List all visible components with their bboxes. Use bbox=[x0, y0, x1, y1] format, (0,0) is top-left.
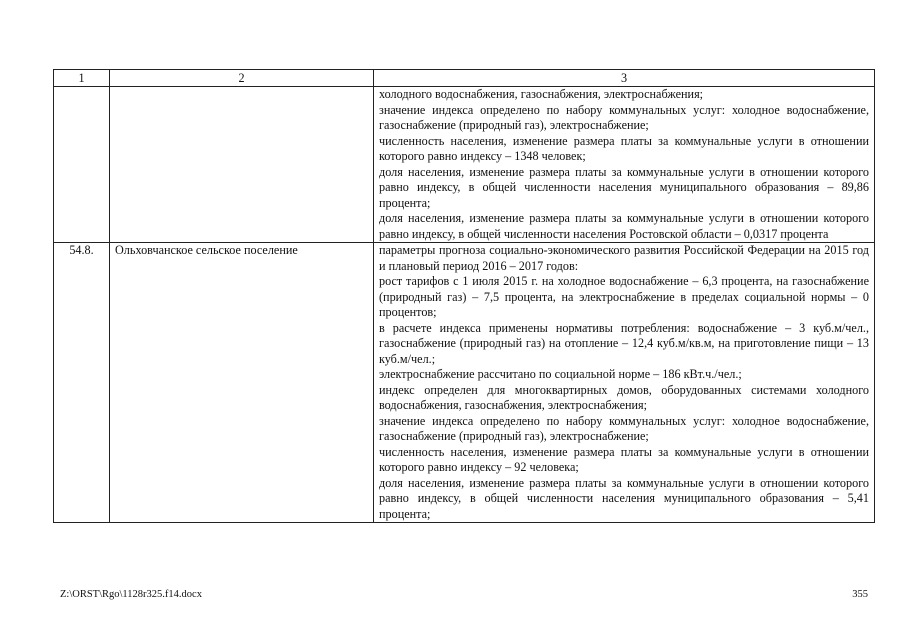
parameter-text: в расчете индекса применены нормативы потребления: водоснабжение – 3 куб.м/чел., газоснабжение (природный газ) на отопление – 12,4 куб.м/кв.м, на приготовление пищи – 13 куб.м/чел.; bbox=[379, 320, 869, 366]
parameter-text: численность населения, изменение размера платы за коммунальные услуги в отношении которого равно индексу – 1348 человек; bbox=[379, 133, 869, 163]
column-header-3: 3 bbox=[374, 70, 875, 87]
column-header-2: 2 bbox=[110, 70, 374, 87]
file-path-footer: Z:\ORST\Rgo\1128r325.f14.docx bbox=[60, 589, 202, 600]
parameters-cell bbox=[374, 243, 875, 523]
row-number: 54.8. bbox=[54, 243, 110, 523]
parameter-text: доля населения, изменение размера платы за коммунальные услуги в отношении которого равно индексу, в общей численности населения муниципального образования – 89,86 процента; bbox=[379, 164, 869, 210]
document-table bbox=[53, 69, 875, 523]
parameter-text: значение индекса определено по набору коммунальных услуг: холодное водоснабжение, газоснабжение (природный газ), электроснабжение; bbox=[379, 102, 869, 132]
settlement-name bbox=[110, 87, 374, 243]
settlement-name: Ольховчанское сельское поселение bbox=[110, 243, 374, 523]
table-row bbox=[54, 87, 875, 243]
parameter-text: параметры прогноза социально-экономического развития Российской Федерации на 2015 год и плановый период 2016 – 2017 годов: bbox=[379, 243, 869, 273]
parameter-text: рост тарифов с 1 июля 2015 г. на холодное водоснабжение – 6,3 процента, на газоснабжение (природный газ) – 7,5 процента, на электроснабжение в пределах социальной нормы – 0 процентов; bbox=[379, 274, 869, 319]
table-row bbox=[54, 243, 875, 523]
parameter-text: доля населения, изменение размера платы за коммунальные услуги в отношении которого равно индексу, в общей численности населения Ростовской области – 0,0317 процента bbox=[379, 211, 869, 241]
parameter-text: доля населения, изменение размера платы за коммунальные услуги в отношении которого равно индексу, в общей численности населения муниципального образования – 5,41 процента; bbox=[379, 475, 869, 521]
page-number: 355 bbox=[852, 589, 868, 600]
row-number bbox=[54, 87, 110, 243]
column-header-1: 1 bbox=[54, 70, 110, 87]
parameter-text: численность населения, изменение размера платы за коммунальные услуги в отношении которого равно индексу – 92 человека; bbox=[379, 444, 869, 474]
parameters-cell bbox=[374, 87, 875, 243]
header-row bbox=[54, 70, 875, 87]
parameter-text: холодного водоснабжения, газоснабжения, электроснабжения; bbox=[379, 87, 704, 101]
parameter-text: значение индекса определено по набору коммунальных услуг: холодное водоснабжение, газоснабжение (природный газ), электроснабжение; bbox=[379, 413, 869, 443]
parameter-text: индекс определен для многоквартирных домов, оборудованных системами холодного водоснабжения, газоснабжения, электроснабжения; bbox=[379, 382, 869, 412]
parameter-text: электроснабжение рассчитано по социальной норме – 186 кВт.ч./чел.; bbox=[379, 367, 742, 381]
